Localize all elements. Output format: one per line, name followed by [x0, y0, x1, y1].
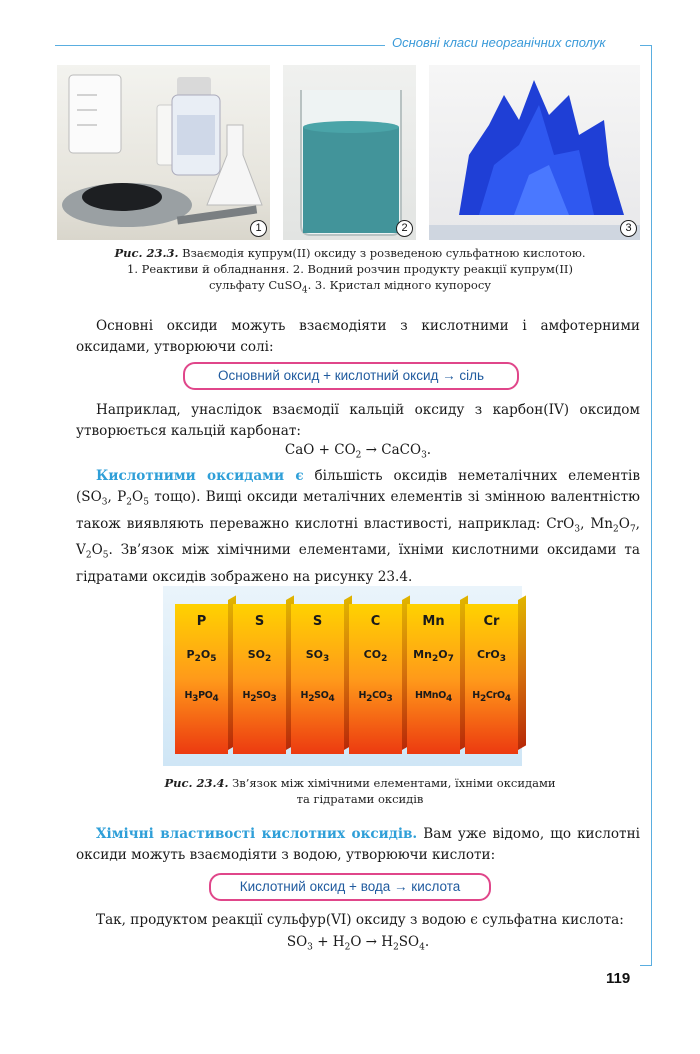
- panel-element: C: [370, 614, 381, 629]
- figure-23-3-label: Рис. 23.3.: [114, 246, 179, 260]
- panel-oxide: $Mn_2O_7$: [413, 648, 454, 665]
- diagram-panel: [175, 604, 228, 754]
- rule-box-basic-acidic: Основний оксид + кислотний оксид → сіль: [183, 362, 519, 390]
- panel-oxide: $SO_2$: [247, 648, 272, 665]
- figure-23-4-line1: Зв’язок між хімічними елементами, їхніми оксидами: [228, 776, 556, 790]
- photo-solution: [283, 65, 416, 240]
- term-chemical-properties: Хімічні властивості кислотних оксидів.: [96, 826, 418, 842]
- margin-rule: [651, 45, 652, 965]
- figure-23-3-caption: [60, 245, 640, 298]
- diagram-panel: [349, 604, 402, 754]
- diagram-panel: [291, 604, 344, 754]
- photo-badge-3: 3: [620, 220, 637, 237]
- running-title: Основні класи неорганічних сполук: [392, 35, 606, 50]
- figure-23-4-caption: [110, 775, 610, 807]
- paragraph-chemical-properties: [76, 824, 640, 866]
- equation-cao-co2: CaO + $CO_2$ → CaCO$_3$.: [284, 442, 432, 461]
- panel-oxide: $SO_3$: [305, 648, 330, 665]
- photo-reagents: [57, 65, 270, 240]
- crystal-illustration: [429, 65, 640, 240]
- paragraph-example: Наприклад, унаслідок взаємодії кальцій оксиду з карбон(IV) оксидом утворюється кальцій карбонат:: [76, 402, 640, 439]
- panel-oxide: $P_2O_5$: [186, 648, 217, 665]
- diagram-panel: [233, 604, 286, 754]
- panel-oxide: CrO$_3$: [476, 648, 507, 665]
- panel-element: Cr: [483, 614, 500, 629]
- paragraph-sulfuric-acid: Так, продуктом реакції сульфур(VI) оксиду з водою є сульфатна кислота:: [96, 912, 624, 928]
- footer-rule: [640, 965, 652, 966]
- equation-so3-h2o: $SO_3 + H_2O \to H_2SO_4$.: [286, 934, 430, 953]
- diagram-panel-side: [518, 595, 526, 750]
- figure-23-3-line2: 1. Реактиви й обладнання. 2. Водний розчин продукту реакції купрум(II): [127, 262, 573, 276]
- panel-hydrate: $H_3PO_4$: [184, 690, 219, 704]
- diagram-panel: [465, 604, 518, 754]
- panel-element: S: [254, 614, 265, 629]
- term-acidic-oxides: Кислотними оксидами є: [96, 468, 304, 484]
- figure-23-3-line3: сульфату CuSO$_4$. 3. Кристал мідного купоросу: [208, 278, 492, 296]
- panel-element: S: [312, 614, 323, 629]
- paragraph-chemical-properties-text: Вам уже відомо, що кислотні оксиди можуть взаємодіяти з водою, утворюючи кислоти:: [76, 826, 640, 863]
- paragraph-acidic-oxides-text: більшість оксидів неметалічних елементів ($SO_3$, $P_2O_5$ тощо). Вищі оксиди металічних елементів зі змінною валентністю також виявляють переважно кислотні властивості, наприклад: CrO$_3$, $Mn_2O_7$, $V_2O_5$. Зв’язок між хімічними елементами, їхніми кислотними оксидами та гідратами оксидів зображено на рисунку 23.4.: [76, 468, 640, 586]
- photo-crystal: [429, 65, 640, 240]
- panel-hydrate: $H_2CO_3$: [358, 690, 393, 704]
- page-number: 119: [606, 970, 631, 987]
- paragraph-acidic-oxides: [76, 466, 640, 588]
- photo-badge-1: 1: [250, 220, 267, 237]
- figure-23-3-line1: Взаємодія купрум(II) оксиду з розведеною сульфатною кислотою.: [178, 246, 586, 260]
- panel-oxide: $CO_2$: [363, 648, 388, 665]
- beaker-illustration: [283, 65, 416, 240]
- photo-badge-2: 2: [396, 220, 413, 237]
- reagents-illustration: [57, 65, 270, 240]
- header-rule: [55, 45, 385, 46]
- figure-23-4-label: Рис. 23.4.: [164, 776, 229, 790]
- panel-hydrate: $H_2SO_4$: [300, 690, 335, 704]
- paragraph-basic-oxides: Основні оксиди можуть взаємодіяти з кислотними і амфотерними оксидами, утворюючи солі:: [76, 318, 640, 355]
- figure-23-4-line2: та гідратами оксидів: [296, 792, 424, 806]
- panel-element: P: [196, 614, 207, 629]
- panel-hydrate: $H_2CrO_4$: [472, 690, 511, 704]
- figure-23-4-diagram: [163, 586, 522, 766]
- panel-element: Mn: [422, 614, 445, 629]
- panel-hydrate: $H_2SO_3$: [242, 690, 277, 704]
- diagram-panel: [407, 604, 460, 754]
- panel-hydrate: HMnO$_4$: [414, 690, 452, 704]
- rule-box-acidic-water: Кислотний оксид + вода → кислота: [209, 873, 491, 901]
